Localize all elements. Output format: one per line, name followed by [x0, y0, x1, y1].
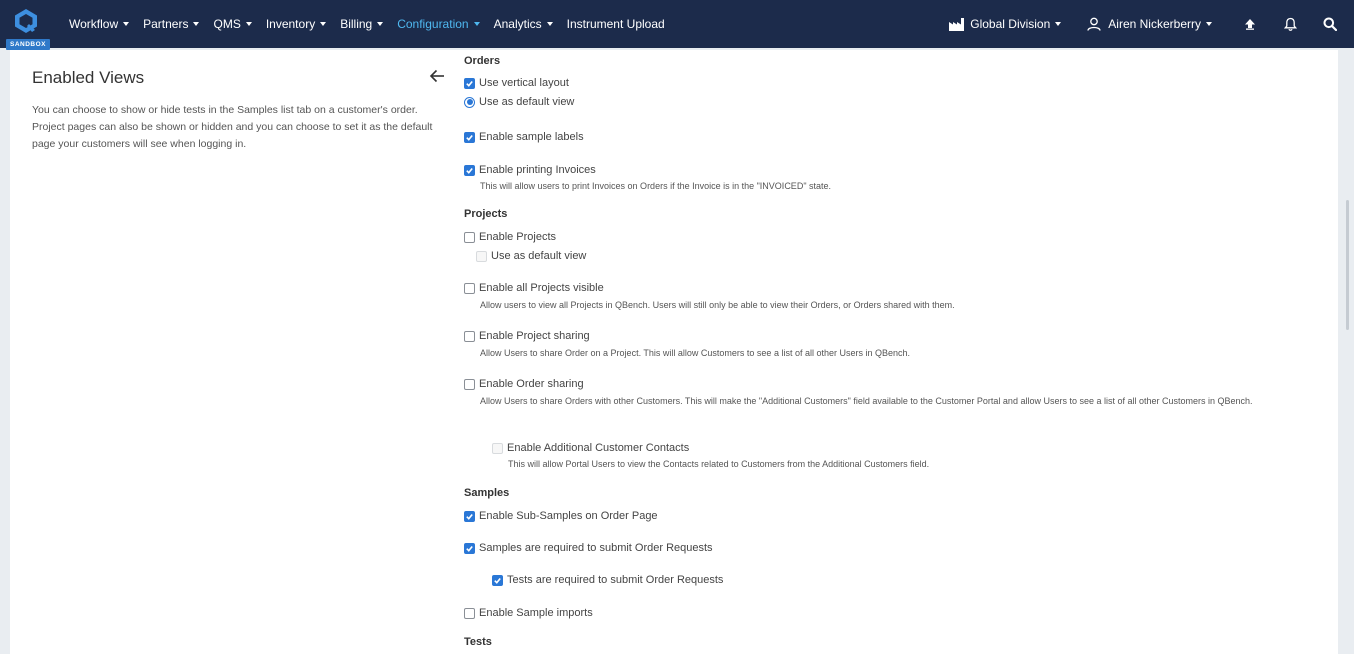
- option-label: Enable Sample imports: [479, 607, 593, 619]
- option-label: Enable Additional Customer Contacts: [507, 442, 690, 454]
- nav-billing[interactable]: [340, 17, 383, 31]
- nav-right: [949, 0, 1354, 48]
- radio-selected[interactable]: [464, 97, 475, 108]
- qbench-logo-icon: [13, 8, 39, 34]
- option-label: Enable all Projects visible: [479, 282, 604, 294]
- check-icon: [465, 512, 474, 521]
- option-project-sharing[interactable]: [464, 330, 590, 342]
- sandbox-badge: SANDBOX: [6, 39, 50, 50]
- nav-instrument-upload[interactable]: [567, 17, 665, 31]
- left-column: [32, 68, 452, 153]
- caret-down-icon: [1055, 22, 1061, 26]
- user-icon: [1087, 17, 1101, 31]
- option-description: This will allow Portal Users to view the Contacts related to Customers from the Additional Customers field.: [508, 459, 930, 469]
- option-label: Enable Sub-Samples on Order Page: [479, 510, 658, 522]
- caret-down-icon: [246, 22, 252, 26]
- option-label: Samples are required to submit Order Requests: [479, 542, 713, 554]
- caret-down-icon: [547, 22, 553, 26]
- option-label: Enable sample labels: [479, 131, 584, 143]
- option-tests-required[interactable]: [492, 574, 723, 586]
- nav-configuration[interactable]: [397, 17, 479, 31]
- option-default-view-orders[interactable]: [464, 96, 574, 108]
- checkbox-unchecked[interactable]: [464, 331, 475, 342]
- check-icon: [465, 79, 474, 88]
- option-description: This will allow users to print Invoices on Orders if the Invoice is in the "INVOICED" state.: [480, 181, 832, 191]
- option-label: Enable printing Invoices: [479, 164, 596, 176]
- nav-label: Configuration: [397, 17, 469, 31]
- nav-label: Workflow: [69, 17, 119, 31]
- caret-down-icon: [320, 22, 326, 26]
- nav-inventory[interactable]: [266, 17, 326, 31]
- nav-label: Instrument Upload: [566, 17, 665, 31]
- option-label: Use vertical layout: [479, 77, 569, 89]
- option-sample-imports[interactable]: [464, 607, 593, 619]
- nav-label: Partners: [143, 17, 189, 31]
- checkbox-checked[interactable]: [492, 575, 503, 586]
- section-projects: Projects: [464, 208, 508, 220]
- caret-down-icon: [377, 22, 383, 26]
- checkbox-unchecked[interactable]: [464, 232, 475, 243]
- nav-label: Billing: [340, 17, 373, 31]
- option-samples-required[interactable]: [464, 542, 713, 554]
- upload-button[interactable]: [1230, 0, 1270, 48]
- top-navbar: [0, 0, 1354, 48]
- notifications-button[interactable]: [1270, 0, 1310, 48]
- option-vertical-layout[interactable]: [464, 77, 569, 89]
- search-icon: [1323, 17, 1337, 31]
- option-enable-projects[interactable]: [464, 231, 556, 243]
- option-default-view-projects[interactable]: [476, 250, 586, 262]
- factory-icon: [949, 18, 964, 31]
- option-printing-invoices[interactable]: [464, 164, 596, 176]
- section-orders: Orders: [464, 55, 501, 67]
- app-logo[interactable]: [4, 4, 48, 48]
- nav-label: Inventory: [265, 17, 316, 31]
- option-label: Enable Project sharing: [479, 330, 590, 342]
- checkbox-checked[interactable]: [464, 511, 475, 522]
- division-selector[interactable]: [949, 17, 1061, 31]
- main-nav: [62, 0, 672, 48]
- division-label: Global Division: [970, 17, 1051, 31]
- upload-icon: [1244, 18, 1256, 30]
- caret-down-icon: [1206, 22, 1212, 26]
- checkbox-checked[interactable]: [464, 78, 475, 89]
- option-sample-labels[interactable]: [464, 131, 584, 143]
- nav-analytics[interactable]: [494, 17, 553, 31]
- checkbox-disabled[interactable]: [492, 443, 503, 454]
- option-additional-contacts[interactable]: [492, 442, 689, 454]
- checkbox-unchecked[interactable]: [464, 608, 475, 619]
- user-menu[interactable]: [1087, 17, 1212, 31]
- option-order-sharing[interactable]: [464, 378, 584, 390]
- caret-down-icon: [474, 22, 480, 26]
- nav-label: QMS: [213, 17, 241, 31]
- checkbox-checked[interactable]: [464, 165, 475, 176]
- option-label: Enable Projects: [479, 231, 557, 243]
- page-title: Enabled Views: [32, 68, 145, 87]
- nav-label: Analytics: [493, 17, 542, 31]
- checkbox-checked[interactable]: [464, 543, 475, 554]
- settings-panel: [10, 50, 1338, 654]
- back-arrow-icon[interactable]: [428, 66, 448, 86]
- page-scrollbar[interactable]: [1342, 50, 1354, 654]
- nav-partners[interactable]: [143, 17, 199, 31]
- checkbox-unchecked[interactable]: [464, 379, 475, 390]
- caret-down-icon: [123, 22, 129, 26]
- option-label: Tests are required to submit Order Requests: [507, 574, 724, 586]
- user-name: Airen Nickerberry: [1108, 17, 1201, 31]
- option-label: Use as default view: [479, 96, 575, 108]
- check-icon: [493, 576, 502, 585]
- check-icon: [465, 133, 474, 142]
- section-tests: Tests: [464, 636, 492, 648]
- search-button[interactable]: [1310, 0, 1350, 48]
- option-label: Enable Order sharing: [479, 378, 584, 390]
- option-sub-samples[interactable]: [464, 510, 658, 522]
- checkbox-disabled[interactable]: [476, 251, 487, 262]
- section-samples: Samples: [464, 487, 510, 499]
- scrollbar-thumb[interactable]: [1346, 200, 1349, 330]
- radio-dot-icon: [467, 99, 473, 105]
- bell-icon: [1284, 17, 1297, 31]
- check-icon: [465, 544, 474, 553]
- option-all-projects-visible[interactable]: [464, 282, 604, 294]
- option-description: Allow users to view all Projects in QBench. Users will still only be able to view their Orders, or Orders shared with them.: [480, 300, 955, 310]
- checkbox-unchecked[interactable]: [464, 283, 475, 294]
- check-icon: [465, 166, 474, 175]
- option-label: Use as default view: [491, 250, 587, 262]
- option-description: Allow Users to share Orders with other Customers. This will make the "Additional Customers" field available to the Customer Portal and allow Users to see a list of all other Customers in QBench.: [480, 396, 1253, 406]
- nav-qms[interactable]: [213, 17, 251, 31]
- nav-workflow[interactable]: [69, 17, 129, 31]
- option-description: Allow Users to share Order on a Project. This will allow Customers to see a list of all other Users in QBench.: [480, 348, 911, 358]
- checkbox-checked[interactable]: [464, 132, 475, 143]
- page-description: You can choose to show or hide tests in the Samples list tab on a customer's order. Project pages can also be shown or hidden and you can choose to set it as the default page your customers will see when logging in.: [32, 104, 433, 150]
- caret-down-icon: [193, 22, 199, 26]
